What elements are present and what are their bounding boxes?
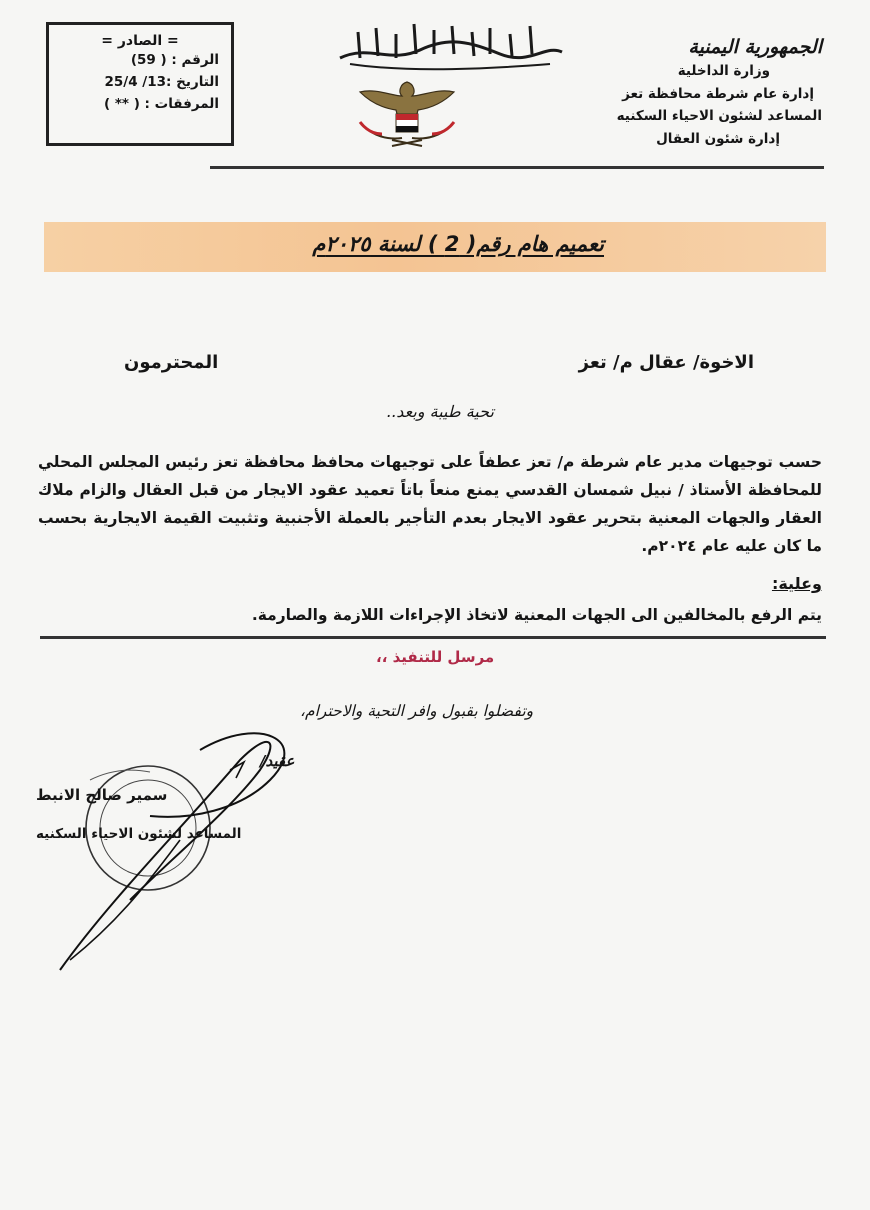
circular-title: تعميم هام رقم( 2 ) لسنة ٢٠٢٥م [312, 232, 604, 256]
eagle-emblem [352, 74, 462, 154]
reference-number: الرقم : ( 59) [130, 52, 219, 68]
body-divider [40, 636, 826, 639]
reference-attachments: المرفقات : ( ** ) [104, 96, 219, 112]
stamp-and-signature [30, 720, 350, 990]
reference-date: التاريخ :13/ 25/4 [104, 74, 219, 90]
republic-name: الجمهورية اليمنية [688, 36, 822, 58]
signatory-name: سمير صالح الانبط [36, 786, 168, 804]
circular-banner [44, 222, 826, 272]
addressee: الاخوة/ عقال م/ تعز [578, 352, 754, 373]
action-text: يتم الرفع بالمخالفين الى الجهات المعنية لاتخاذ الإجراءات اللازمة والصارمة. [251, 606, 822, 624]
sent-for-execution: مرسل للتنفيذ ،، [376, 648, 495, 666]
basmala-calligraphy [330, 14, 570, 74]
reference-box [46, 22, 234, 146]
signatory-title: المساعد لشئون الاحياء السكنيه [36, 826, 242, 842]
respected-label: المحترمون [124, 352, 219, 373]
body-paragraph: حسب توجيهات مدير عام شرطة م/ تعز عطفاً على توجيهات محافظ محافظة تعز رئيس المجلس المحلي للمحافظة الأستاذ / نبيل شمسان القدسي يمنع منعاً باتاً تعميد عقود الايجار من قبل العقال والزام ملاك العقار والجهات المعنية بتحرير عقود الايجار بعدم التأجير بالعملة الأجنبية وتثبيت القيمة الايجارية بحسب ما كان عليه عام ٢٠٢٤م. [38, 453, 822, 555]
closing-line: وتفضلوا بقبول وافر التحية والاحترام، [300, 702, 534, 720]
ministry-name: وزارة الداخلية [677, 63, 770, 79]
greeting: تحية طيبة وبعد.. [386, 402, 494, 421]
assistant-dept-name: المساعد لشئون الاحياء السكنيه [616, 108, 822, 124]
aqal-dept-name: إدارة شئون العقال [656, 130, 780, 147]
issuer-block [552, 34, 822, 150]
accordingly-label: وعلية: [771, 574, 822, 593]
issued-title: = الصادر = [101, 33, 179, 49]
header-divider [210, 166, 824, 169]
signatory-rank: عقيد/ [260, 752, 295, 770]
police-admin-name: إدارة عام شرطة محافظة تعز [622, 85, 814, 102]
